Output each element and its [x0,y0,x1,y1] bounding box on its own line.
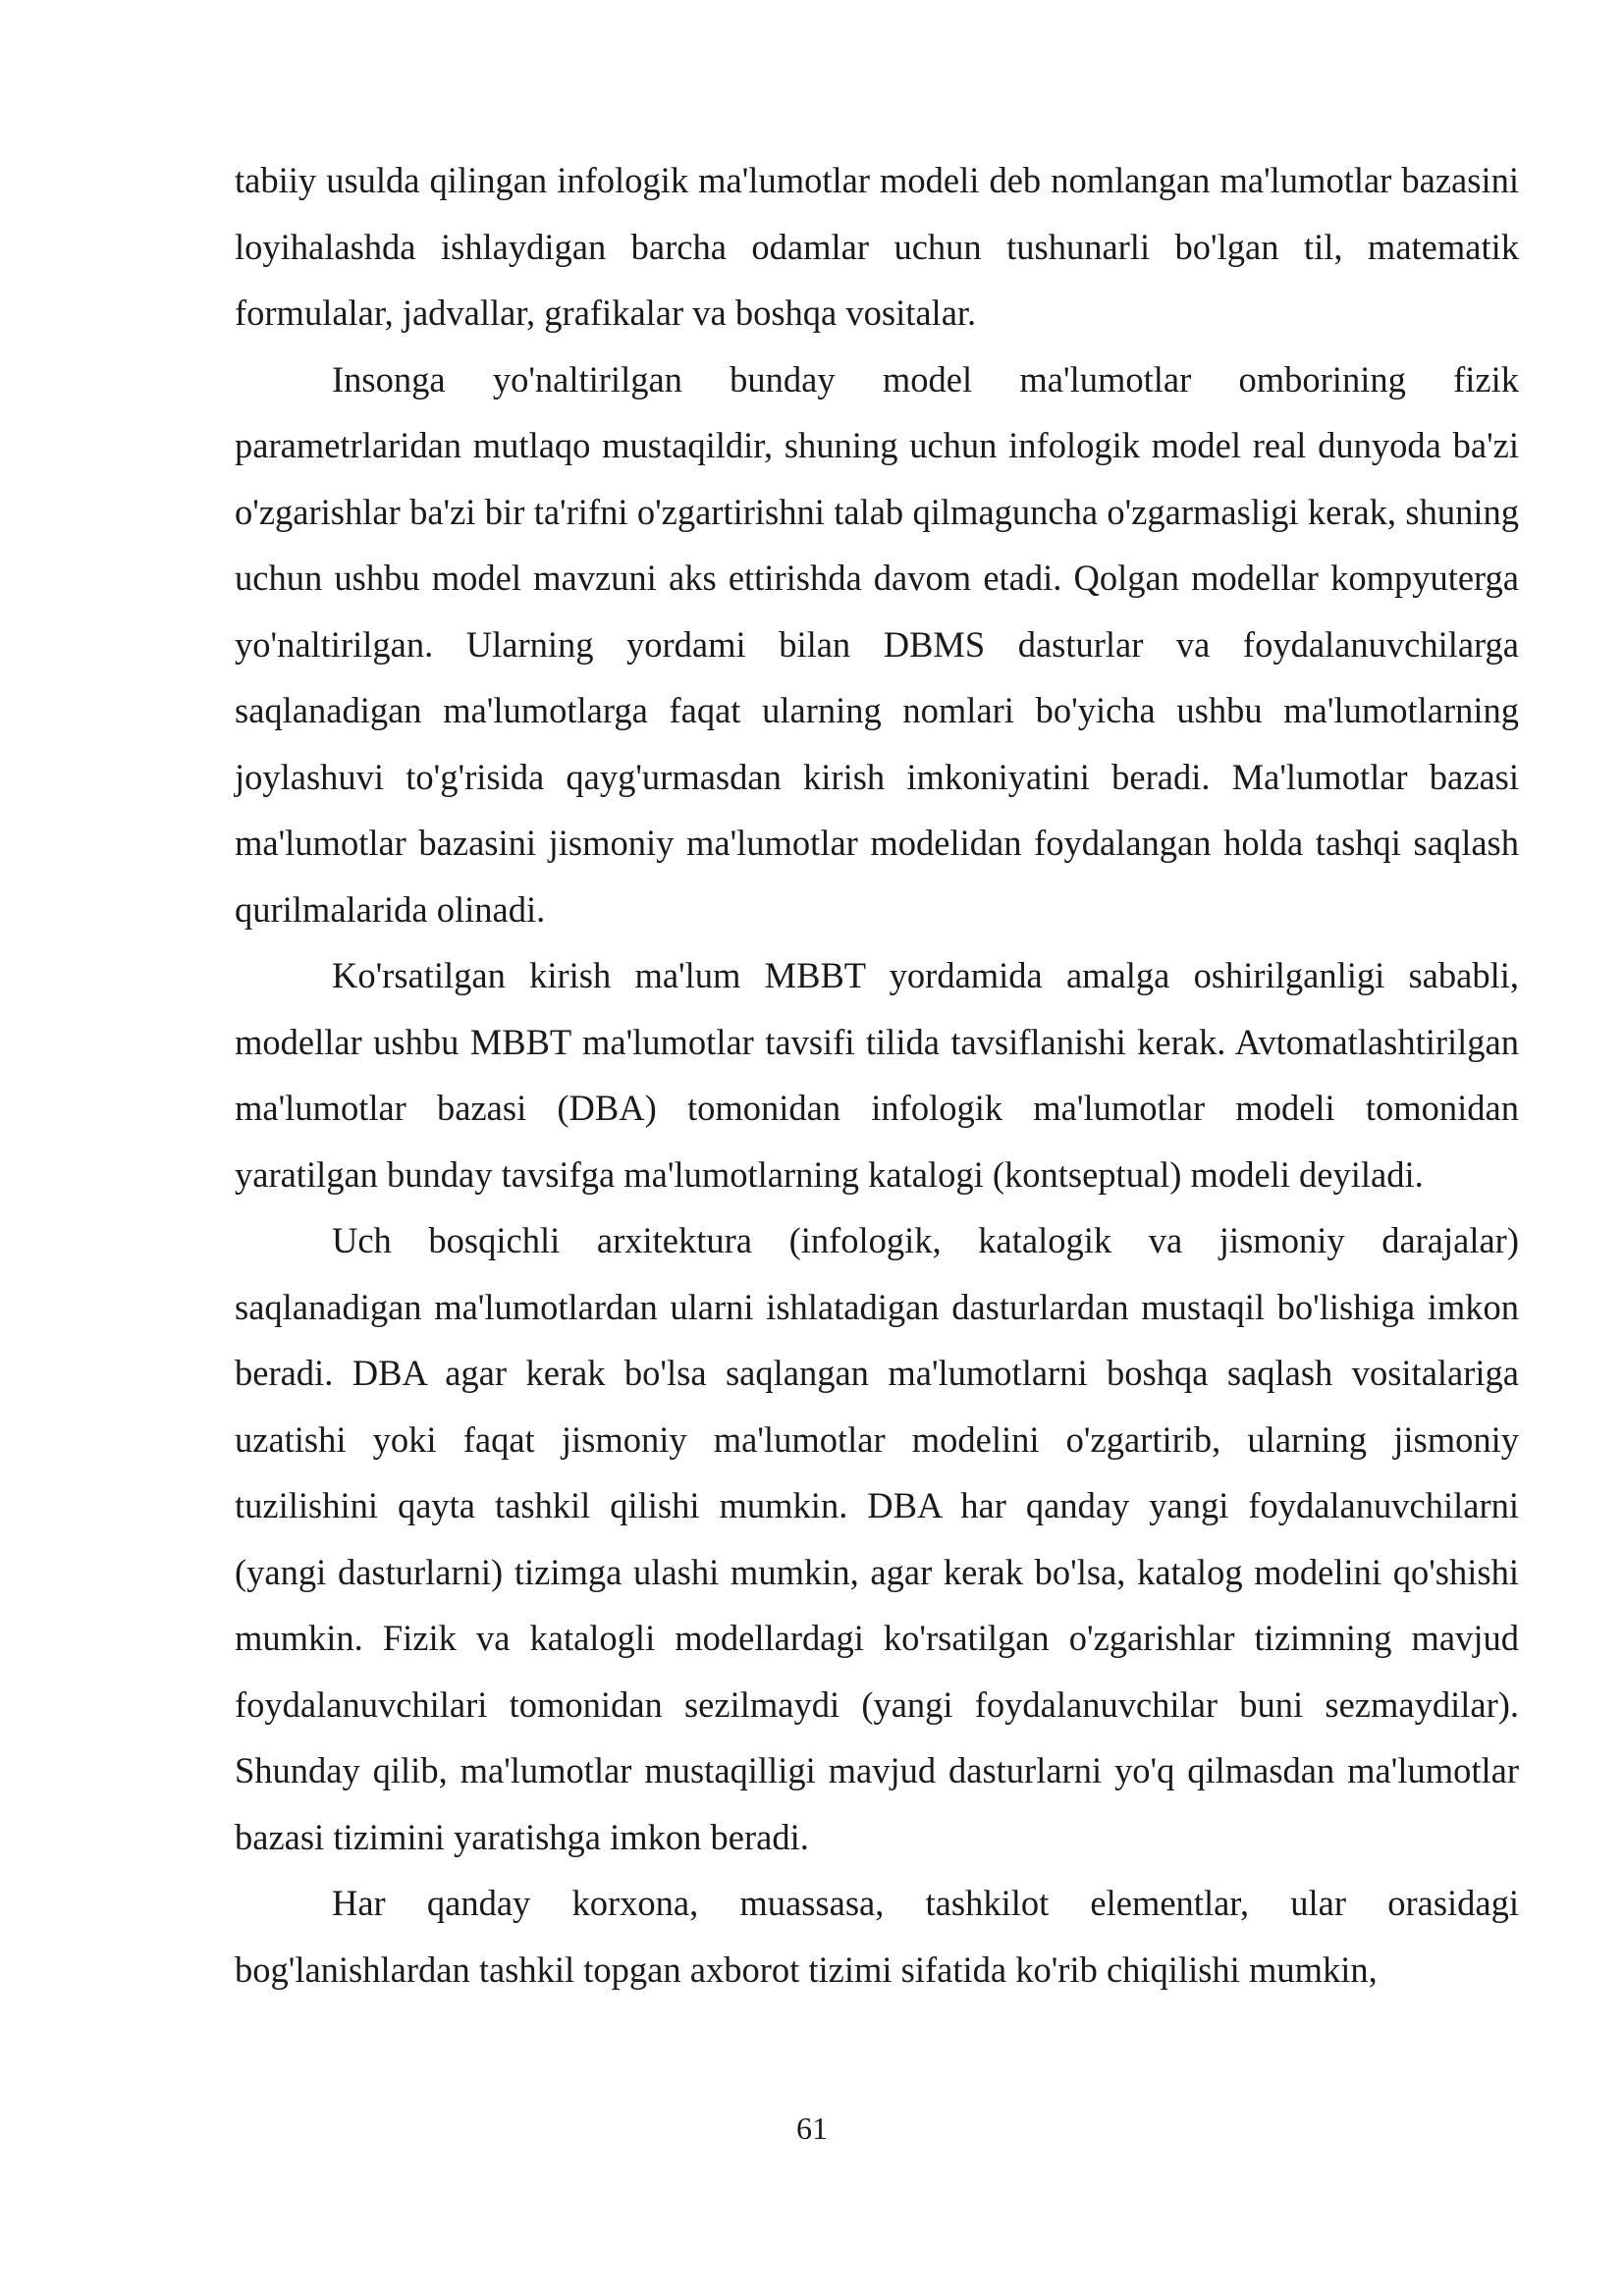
page-number: 61 [796,2110,828,2146]
paragraph-4: Uch bosqichli arxitektura (infologik, katalogik va jismoniy darajalar) saqlanadigan ma'lumotlardan ularni ishlatadigan dasturlardan mustaqil bo'lishiga imkon beradi. DBA agar kerak bo'lsa saqlangan ma'lumotlarni boshqa saqlash vositalariga uzatishi yoki faqat jismoniy ma'lumotlar modelini o'zgartirib, ularning jismoniy tuzilishini qayta tashkil qilishi mumkin. DBA har qanday yangi foydalanuvchilarni (yangi dasturlarni) tizimga ulashi mumkin, agar kerak bo'lsa, katalog modelini qo'shishi mumkin. Fizik va katalogli modellardagi ko'rsatilgan o'zgarishlar tizimning mavjud foydalanuvchilari tomonidan sezilmaydi (yangi foydalanuvchilar buni sezmaydilar). Shunday qilib, ma'lumotlar mustaqilligi mavjud dasturlarni yo'q qilmasdan ma'lumotlar bazasi tizimini yaratishga imkon beradi. [235,1220,1519,1857]
paragraph-1: tabiiy usulda qilingan infologik ma'lumotlar modeli deb nomlangan ma'lumotlar bazasini loyihalashda ishlaydigan barcha odamlar uchun tushunarli bo'lgan til, matematik formulalar, jadvallar, grafikalar va boshqa vositalar. [235,160,1519,333]
paragraph-3: Ko'rsatilgan kirish ma'lum MBBT yordamida amalga oshirilganligi sababli, modellar ushbu MBBT ma'lumotlar tavsifi tilida tavsiflanishi kerak. Avtomatlashtirilgan ma'lumotlar bazasi (DBA) tomonidan infologik ma'lumotlar modeli tomonidan yaratilgan bunday tavsifga ma'lumotlarning katalogi (kontseptual) modeli deyiladi. [235,955,1519,1195]
paragraph-2: Insonga yo'naltirilgan bunday model ma'lumotlar omborining fizik parametrlaridan mutlaqo mustaqildir, shuning uchun infologik model real dunyoda ba'zi o'zgarishlar ba'zi bir ta'rifni o'zgartirishni talab qilmaguncha o'zgarmasligi kerak, shuning uchun ushbu model mavzuni aks ettirishda davom etadi. Qolgan modellar kompyuterga yo'naltirilgan. Ularning yordami bilan DBMS dasturlar va foydalanuvchilarga saqlanadigan ma'lumotlarga faqat ularning nomlari bo'yicha ushbu ma'lumotlarning joylashuvi to'g'risida qayg'urmasdan kirish imkoniyatini beradi. Ma'lumotlar bazasi ma'lumotlar bazasini jismoniy ma'lumotlar modelidan foydalangan holda tashqi saqlash qurilmalarida olinadi. [235,358,1519,930]
paragraph-5: Har qanday korxona, muassasa, tashkilot elementlar, ular orasidagi bog'lanishlardan tashkil topgan axborot tizimi sifatida ko'rib chiqilishi mumkin, [235,1883,1519,1990]
page-body [235,147,1519,2002]
